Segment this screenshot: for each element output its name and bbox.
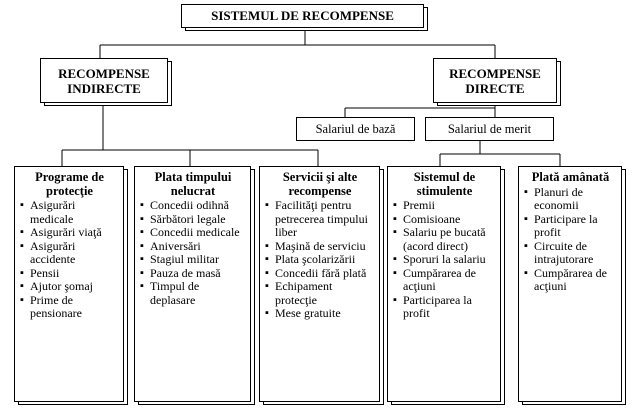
root-node — [181, 4, 424, 28]
direct-node — [433, 58, 557, 103]
list-item: ▪ Comisioane — [393, 213, 496, 227]
list-item: ▪ Concedii odihnă — [140, 199, 246, 213]
base-salary-label: Salariul de bază — [315, 121, 396, 136]
list-item: ▪ Aniversări — [140, 240, 246, 254]
list-item: ▪ Facilităţi pentru petrecerea timpului liber — [265, 199, 375, 240]
base-salary-node — [296, 117, 415, 141]
list-item: ▪ Echipament protecţie — [265, 280, 375, 307]
list-item: ▪ Participarea la profit — [393, 294, 496, 321]
root-label: SISTEMUL DE RECOMPENSE — [211, 8, 394, 23]
list-item: ▪ Plata şcolarizării — [265, 253, 375, 267]
list-item: ▪ Planuri de economii — [524, 186, 617, 213]
list-item: ▪ Stagiul militar — [140, 253, 246, 267]
column-services — [259, 166, 380, 402]
list-item: ▪ Cumpărarea de acţiuni — [524, 267, 617, 294]
list-item: ▪ Asigurări viaţă — [20, 226, 119, 240]
list-item: ▪ Ajutor şomaj — [20, 280, 119, 294]
indirect-label: RECOMPENSE INDIRECTE — [58, 65, 150, 96]
list-item: ▪ Concedii fără plată — [265, 267, 375, 281]
column-title: Plata timpului nelucrat — [154, 170, 232, 198]
list-item: ▪ Pauza de masă — [140, 267, 246, 281]
column-title: Sistemul de stimulente — [413, 170, 476, 198]
list-item: ▪ Maşină de serviciu — [265, 240, 375, 254]
column-title: Programe de protecţie — [35, 170, 104, 198]
list-item: ▪ Salariu pe bucată (acord direct) — [393, 226, 496, 253]
indirect-node — [40, 58, 168, 103]
column-deferred-payment — [518, 166, 622, 402]
direct-label: RECOMPENSE DIRECTE — [449, 65, 541, 96]
column-unworked-time — [134, 166, 251, 402]
list-item: ▪ Mese gratuite — [265, 307, 375, 321]
list-item: ▪ Participare la profit — [524, 213, 617, 240]
list-item: ▪ Prime de pensionare — [20, 294, 119, 321]
list-item: ▪ Premii — [393, 199, 496, 213]
column-title: Servicii şi alte recompense — [282, 170, 358, 198]
merit-salary-label: Salariul de merit — [447, 121, 532, 136]
list-item: ▪ Asigurări medicale — [20, 199, 119, 226]
list-item: ▪ Pensii — [20, 267, 119, 281]
list-item: ▪ Concedii medicale — [140, 226, 246, 240]
list-item: ▪ Asigurări accidente — [20, 240, 119, 267]
list-item: ▪ Timpul de deplasare — [140, 280, 246, 307]
column-protection-programs — [14, 166, 124, 402]
list-item: ▪ Sporuri la salariu — [393, 253, 496, 267]
column-incentives — [387, 166, 501, 402]
list-item: ▪ Circuite de intrajutorare — [524, 240, 617, 267]
list-item: ▪ Sărbători legale — [140, 213, 246, 227]
column-title: Plată amânată — [531, 170, 610, 184]
merit-salary-node — [425, 117, 554, 141]
list-item: ▪ Cumpărarea de acţiuni — [393, 267, 496, 294]
